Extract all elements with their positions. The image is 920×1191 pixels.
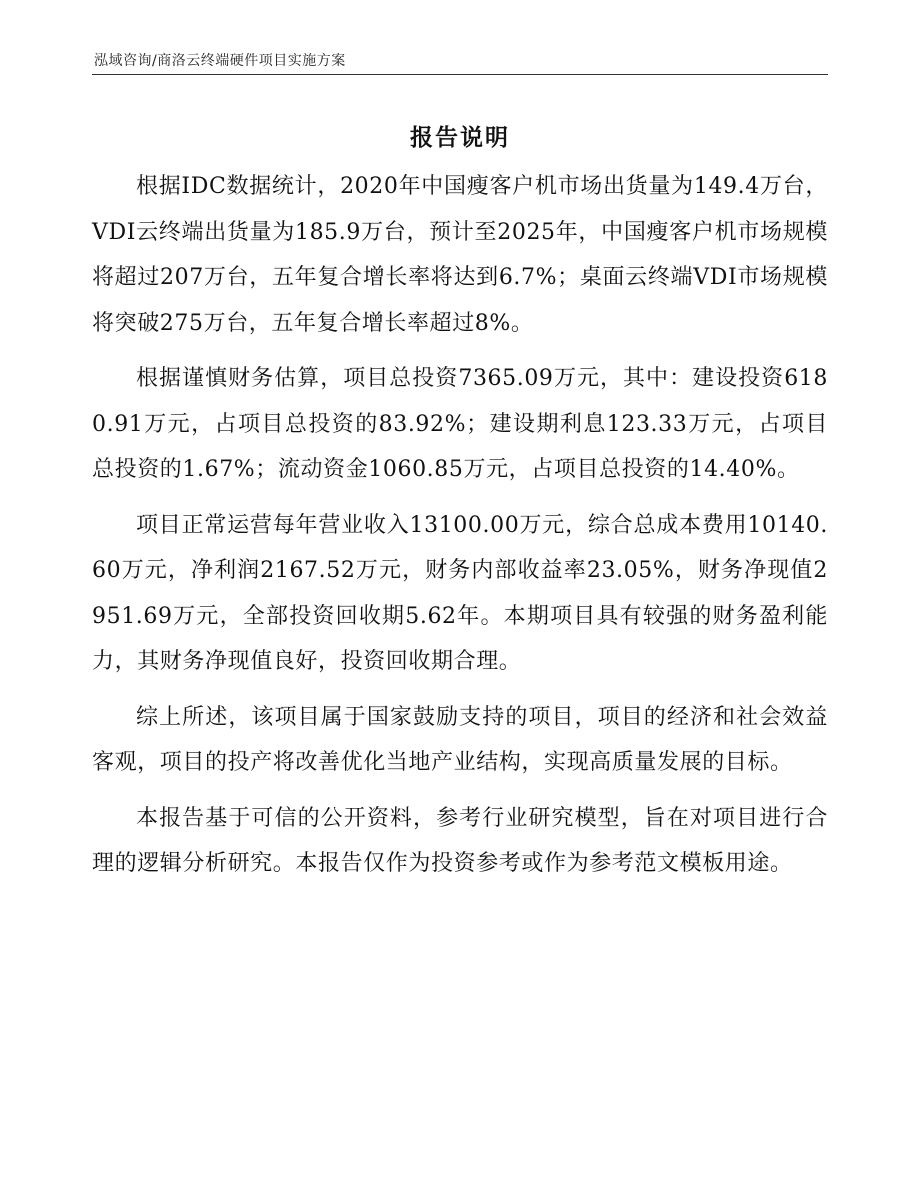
report-body xyxy=(92,164,828,897)
paragraph-summary: 综上所述，该项目属于国家鼓励支持的项目，项目的经济和社会效益客观，项目的投产将改善优化当地产业结构，实现高质量发展的目标。 xyxy=(92,704,828,775)
paragraph-disclaimer: 本报告基于可信的公开资料，参考行业研究模型，旨在对项目进行合理的逻辑分析研究。本报告仅作为投资参考或作为参考范文模板用途。 xyxy=(92,805,828,876)
header-divider xyxy=(92,74,828,75)
paragraph-investment-estimate: 根据谨慎财务估算，项目总投资7365.09万元，其中：建设投资6180.91万元，占项目总投资的83.92%；建设期利息123.33万元，占项目总投资的1.67%；流动资金1060.85万元，占项目总投资的14.40%。 xyxy=(92,366,828,482)
running-header: 泓域咨询/商洛云终端硬件项目实施方案 xyxy=(94,53,346,69)
paragraph-market-overview: 根据IDC数据统计，2020年中国瘦客户机市场出货量为149.4万台，VDI云终端出货量为185.9万台，预计至2025年，中国瘦客户机市场规模将超过207万台，五年复合增长率将达到6.7%；桌面云终端VDI市场规模将突破275万台，五年复合增长率超过8%。 xyxy=(92,174,828,336)
paragraph-financial-returns: 项目正常运营每年营业收入13100.00万元，综合总成本费用10140.60万元，净利润2167.52万元，财务内部收益率23.05%，财务净现值2951.69万元，全部投资回收期5.62年。本期项目具有较强的财务盈利能力，其财务净现值良好，投资回收期合理。 xyxy=(92,512,828,674)
page-title: 报告说明 xyxy=(410,125,510,151)
